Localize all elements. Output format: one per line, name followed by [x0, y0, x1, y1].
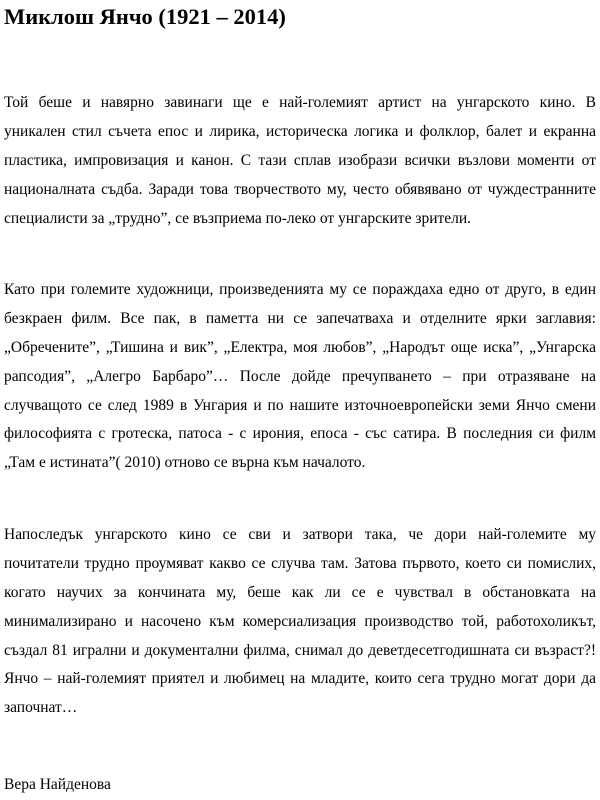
- paragraph-3: [4, 521, 596, 723]
- page-title: Миклош Янчо (1921 – 2014): [4, 4, 286, 29]
- text-line: философията с гротеска, патоса - с ирония, епоса - със сатира. В последния си филм: [4, 425, 596, 443]
- text-line: рапсодия”, „Алегро Барбаро”… После дойде пречупването – при отразяване на: [4, 367, 596, 385]
- text-line: специалисти за „трудно”, се възприема по-леко от унгарските зрители.: [4, 209, 472, 227]
- text-line: когато научих за кончината му, беше как ли се е чувствал в обстановката на: [4, 583, 596, 601]
- text-line: пластика, импровизация и канон. С тази сплав изобрази всички възлови моменти от: [4, 151, 596, 169]
- text-line: създал 81 игрални и документални филма, снимал до деветдесетгодишната си възраст?!: [4, 641, 596, 659]
- paragraph-1: [4, 89, 596, 233]
- text-line: националната съдба. Заради това творчеството му, често обявявано от чуждестранните: [4, 180, 596, 198]
- author-signature: Вера Найденова: [4, 776, 111, 793]
- text-line: уникален стил съчета епос и лирика, историческа логика и фолклор, балет и екранна: [4, 122, 596, 140]
- text-line: минимализирано и насочено към комерсиализация производство той, работохоликът,: [4, 612, 596, 630]
- text-line: „Обречените”, „Тишина и вик”, „Електра, моя любов”, „Народът още иска”, „Унгарска: [4, 338, 596, 356]
- text-line: безкраен филм. Все пак, в паметта ни се запечатваха и отделните ярки заглавия:: [4, 309, 596, 327]
- text-line: Като при големите художници, произведенията му се пораждаха едно от друго, в един: [4, 281, 596, 298]
- text-line: случващото се след 1989 в Унгария и по нашите източноевропейски земи Янчо смени: [4, 396, 596, 414]
- text-line: Янчо – най-големият приятел и любимец на младите, които сега трудно могат дори да: [4, 670, 596, 688]
- text-line: почитатели трудно проумяват какво се случва там. Затова първото, което си помислих,: [4, 554, 596, 572]
- text-line: започнат…: [4, 699, 78, 717]
- paragraph-2: [4, 276, 596, 478]
- text-line: Напоследък унгарското кино се сви и затвори така, че дори най-големите му: [4, 526, 596, 543]
- text-line: Той беше и навярно завинаги ще е най-големият артист на унгарското кино. В: [4, 94, 596, 111]
- text-line: „Там е истината”( 2010) отново се върна към началото.: [4, 454, 366, 472]
